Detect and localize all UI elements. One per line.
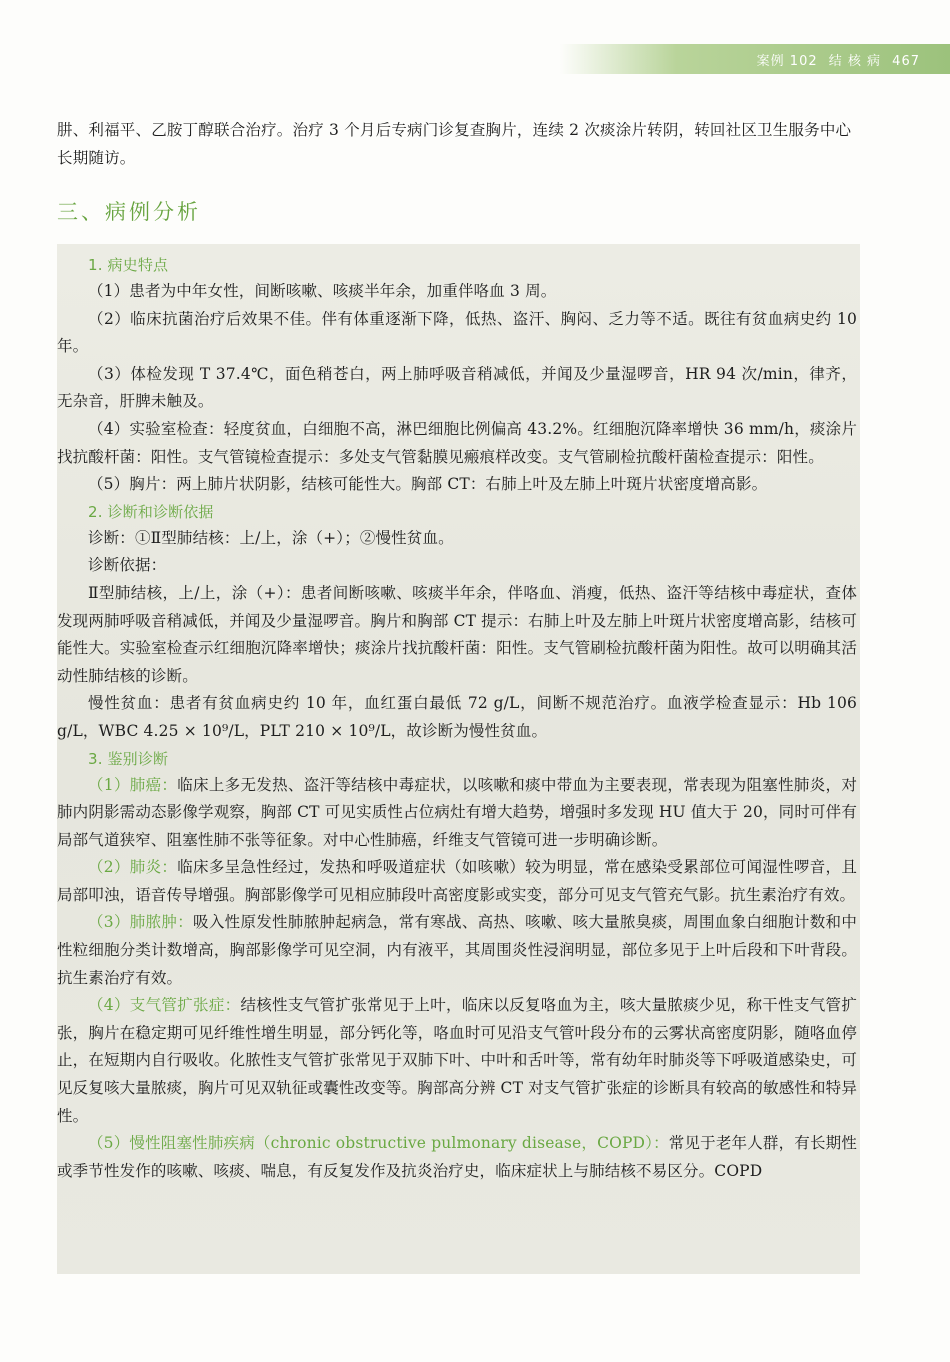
differential-item-lung-abscess (57, 909, 857, 992)
analysis-content (57, 252, 857, 1185)
differential-item-bronchiectasis (57, 992, 857, 1130)
basis-anemia: 慢性贫血：患者有贫血病史约 10 年，血红蛋白最低 72 g/L，间断不规范治疗。血液学检查显示：Hb 106 g/L，WBC 4.25 × 10⁹/L，PLT 210 × 10⁹/L，故诊断为慢性贫血。 (57, 694, 857, 740)
section-title: 三、病例分析 (57, 200, 201, 224)
differential-title: 3. 鉴别诊断 (88, 749, 169, 768)
differential-label: （5）慢性阻塞性肺疾病（chronic obstructive pulmonary disease，COPD）： (88, 1134, 669, 1153)
differential-label: （4）支气管扩张症： (88, 996, 241, 1015)
differential-text: 临床上多无发热、盗汗等结核中毒症状，以咳嗽和痰中带血为主要表现，常表现为阻塞性肺炎，对肺内阴影需动态影像学观察，胸部 CT 可见实质性占位病灶有增大趋势，增强时多发现 HU 值大于 20，同时可伴有局部气道狭窄、阻塞性肺不张等征象。对中心性肺癌，纤维支气管镜可进一步明确诊断。 (57, 775, 858, 849)
differential-label: （1）肺癌： (88, 775, 178, 794)
running-header (560, 44, 950, 74)
diagnosis-line: 诊断：①Ⅱ型肺结核：上/上，涂（+）；②慢性贫血。 (88, 528, 454, 547)
intro-paragraph: 肼、利福平、乙胺丁醇联合治疗。治疗 3 个月后专病门诊复查胸片，连续 2 次痰涂片转阴，转回社区卫生服务中心长期随访。 (57, 121, 852, 167)
header-case: 案例 102 (756, 54, 818, 69)
differential-label: （2）肺炎： (88, 858, 178, 877)
history-item: （1）患者为中年女性，间断咳嗽、咳痰半年余，加重伴咯血 3 周。 (88, 282, 557, 300)
history-item: （5）胸片：两上肺片状阴影，结核可能性大。胸部 CT：右肺上叶及左肺上叶斑片状密度增高影。 (88, 475, 768, 494)
header-topic: 结 核 病 (828, 54, 882, 69)
differential-text: 临床多呈急性经过，发热和呼吸道症状（如咳嗽）较为明显，常在感染受累部位可闻湿性啰音，且局部叩浊，语音传导增强。胸部影像学可见相应肺段叶高密度影或实变，部分可见支气管充气影。抗生素治疗有效。 (57, 858, 858, 904)
running-header-text (751, 50, 920, 69)
history-item: （3）体检发现 T 37.4℃，面色稍苍白，两上肺呼吸音稍减低，并闻及少量湿啰音，HR 94 次/min，律齐，无杂音，肝脾未触及。 (57, 364, 857, 411)
differential-label: （3）肺脓肿： (88, 913, 194, 932)
differential-item-lung-cancer (57, 772, 857, 855)
page-number: 467 (892, 54, 920, 69)
history-title: 1. 病史特点 (88, 256, 169, 274)
history-item: （4）实验室检查：轻度贫血，白细胞不高，淋巴细胞比例偏高 43.2%。红细胞沉降率增快 36 mm/h，痰涂片找抗酸杆菌：阳性。支气管镜检查提示：多处支气管黏膜见瘢痕样改变。支气管刷检抗酸杆菌检查提示：阳性。 (57, 419, 857, 466)
differential-text: 吸入性原发性肺脓肿起病急，常有寒战、高热、咳嗽、咳大量脓臭痰，周围血象白细胞计数和中性粒细胞分类计数增高，胸部影像学可见空洞，内有液平，其周围炎性浸润明显，部位多见于上叶后段和下叶背段。抗生素治疗有效。 (57, 913, 857, 987)
basis-tuberculosis: Ⅱ型肺结核，上/上，涂（+）：患者间断咳嗽、咳痰半年余，伴咯血、消瘦，低热、盗汗等结核中毒症状，查体发现两肺呼吸音稍减低，并闻及少量湿啰音。胸片和胸部 CT 提示：右肺上叶及左肺上叶斑片状密度增高影，结核可能性大。实验室检查示红细胞沉降率增快；痰涂片找抗酸杆菌：阳性。支气管刷检抗酸杆菌为阳性。故可以明确其活动性肺结核的诊断。 (57, 583, 857, 685)
diagnosis-title: 2. 诊断和诊断依据 (88, 502, 214, 521)
differential-item-copd (57, 1130, 857, 1185)
differential-text: 常见于老年人群，有长期性或季节性发作的咳嗽、咳痰、喘息，有反复发作及抗炎治疗史，临床症状上与肺结核不易区分。COPD (57, 1134, 857, 1180)
basis-label: 诊断依据： (88, 556, 167, 575)
history-item: （2）临床抗菌治疗后效果不佳。伴有体重逐渐下降，低热、盗汗、胸闷、乏力等不适。既往有贫血病史约 10 年。 (57, 309, 857, 356)
differential-text: 结核性支气管扩张常见于上叶，临床以反复咯血为主，咳大量脓痰少见，称干性支气管扩张，胸片在稳定期可见纤维性增生明显，部分钙化等，咯血时可见沿支气管叶段分布的云雾状高密度阴影，随咯血停止，在短期内自行吸收。化脓性支气管扩张常见于双肺下叶、中叶和舌叶等，常有幼年时肺炎等下呼吸道感染史，可见反复咳大量脓痰，胸片可见双轨征或囊性改变等。胸部高分辨 CT 对支气管扩张症的诊断具有较高的敏感性和特异性。 (57, 996, 857, 1125)
differential-item-pneumonia (57, 854, 857, 909)
